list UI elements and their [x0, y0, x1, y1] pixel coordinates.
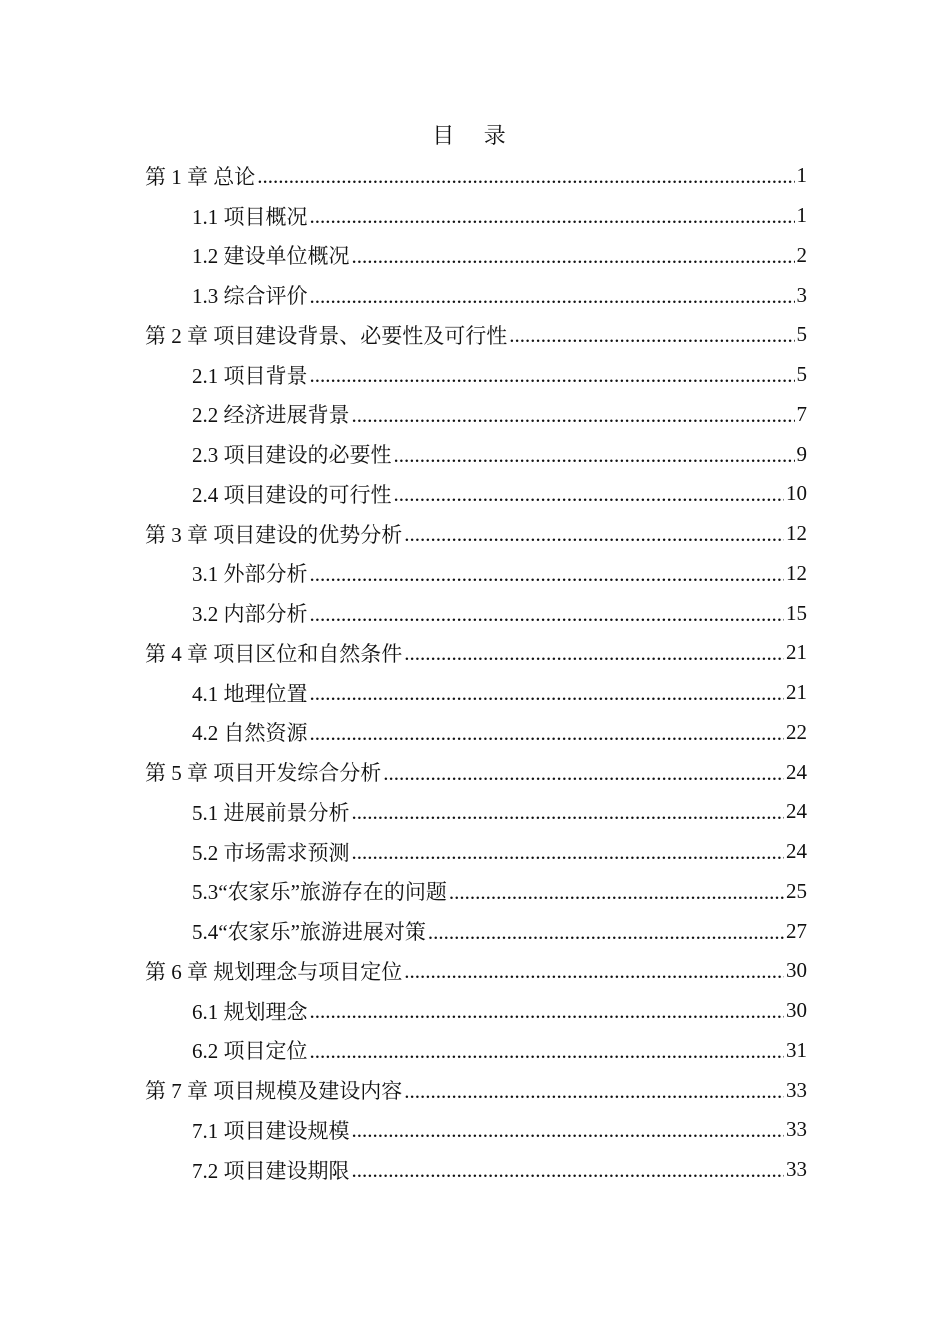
toc-entry-label: 第 2 章 项目建设背景、必要性及可行性: [145, 323, 508, 348]
toc-chapter-entry[interactable]: [145, 752, 807, 792]
toc-dot-leader: [352, 840, 785, 865]
toc-entry-label: 6.2 项目定位: [192, 1039, 308, 1064]
toc-entry-label: 1.1 项目概况: [192, 204, 308, 229]
toc-dot-leader: [310, 681, 785, 706]
toc-page-number: 5: [796, 362, 807, 387]
toc-dot-leader: [310, 363, 795, 388]
toc-page-number: 15: [786, 600, 807, 625]
toc-dot-leader: [310, 999, 785, 1024]
toc-list: [145, 156, 807, 1190]
toc-section-entry[interactable]: [145, 832, 807, 872]
toc-dot-leader: [352, 1158, 785, 1183]
toc-page-number: 24: [786, 759, 807, 784]
toc-chapter-entry[interactable]: [145, 315, 807, 355]
toc-chapter-entry[interactable]: [145, 951, 807, 991]
toc-page-number: 30: [786, 998, 807, 1023]
toc-dot-leader: [352, 800, 785, 825]
toc-entry-label: 第 7 章 项目规模及建设内容: [145, 1079, 403, 1104]
toc-title: 目 录: [432, 123, 518, 148]
toc-page-number: 21: [786, 680, 807, 705]
toc-entry-label: 7.2 项目建设期限: [192, 1158, 350, 1183]
toc-dot-leader: [394, 443, 795, 468]
toc-dot-leader: [383, 761, 784, 786]
toc-dot-leader: [352, 403, 795, 428]
toc-page-number: 24: [786, 799, 807, 824]
toc-entry-label: 第 1 章 总论: [145, 164, 256, 189]
toc-entry-label: 4.1 地理位置: [192, 681, 308, 706]
toc-entry-label: 1.3 综合评价: [192, 284, 308, 309]
toc-entry-label: 第 6 章 规划理念与项目定位: [145, 959, 403, 984]
toc-section-entry[interactable]: [145, 991, 807, 1031]
toc-entry-label: 5.1 进展前景分析: [192, 800, 350, 825]
toc-dot-leader: [428, 920, 784, 945]
toc-page-number: 21: [786, 640, 807, 665]
toc-entry-label: 5.2 市场需求预测: [192, 840, 350, 865]
toc-entry-label: 1.2 建设单位概况: [192, 244, 350, 269]
toc-entry-label: 5.3“农家乐”旅游存在的问题: [192, 880, 447, 905]
toc-page-number: 9: [796, 441, 807, 466]
toc-entry-label: 5.4“农家乐”旅游进展对策: [192, 920, 426, 945]
toc-section-entry[interactable]: [145, 196, 807, 236]
toc-section-entry[interactable]: [145, 236, 807, 276]
toc-entry-label: 7.1 项目建设规模: [192, 1118, 350, 1143]
toc-section-entry[interactable]: [145, 275, 807, 315]
toc-section-entry[interactable]: [145, 474, 807, 514]
toc-page-number: 2: [796, 242, 807, 267]
toc-chapter-entry[interactable]: [145, 156, 807, 196]
toc-entry-label: 2.2 经济进展背景: [192, 403, 350, 428]
toc-dot-leader: [404, 641, 784, 666]
toc-section-entry[interactable]: [145, 872, 807, 912]
toc-page-number: 7: [796, 401, 807, 426]
toc-dot-leader: [404, 959, 784, 984]
toc-page-number: 33: [786, 1157, 807, 1182]
toc-page-number: 3: [796, 282, 807, 307]
toc-entry-label: 2.4 项目建设的可行性: [192, 482, 392, 507]
toc-dot-leader: [394, 482, 785, 507]
toc-dot-leader: [310, 602, 785, 627]
toc-page-number: 5: [796, 322, 807, 347]
toc-entry-label: 2.1 项目背景: [192, 363, 308, 388]
toc-page-number: 27: [786, 918, 807, 943]
toc-entry-label: 第 5 章 项目开发综合分析: [145, 761, 382, 786]
toc-page-number: 10: [786, 481, 807, 506]
toc-dot-leader: [449, 880, 784, 905]
toc-entry-label: 第 4 章 项目区位和自然条件: [145, 641, 403, 666]
toc-section-entry[interactable]: [145, 713, 807, 753]
toc-dot-leader: [310, 204, 795, 229]
toc-page-number: 31: [786, 1037, 807, 1062]
toc-entry-label: 第 3 章 项目建设的优势分析: [145, 522, 403, 547]
toc-chapter-entry[interactable]: [145, 633, 807, 673]
toc-entry-label: 3.1 外部分析: [192, 562, 308, 587]
toc-section-entry[interactable]: [145, 673, 807, 713]
toc-page-number: 24: [786, 839, 807, 864]
toc-dot-leader: [310, 1039, 785, 1064]
toc-page-number: 22: [786, 719, 807, 744]
toc-section-entry[interactable]: [145, 1110, 807, 1150]
toc-section-entry[interactable]: [145, 434, 807, 474]
toc-dot-leader: [310, 721, 785, 746]
toc-dot-leader: [509, 323, 794, 348]
toc-page-number: 33: [786, 1117, 807, 1142]
toc-section-entry[interactable]: [145, 911, 807, 951]
toc-page-number: 1: [796, 203, 807, 228]
toc-dot-leader: [404, 522, 784, 547]
toc-section-entry[interactable]: [145, 593, 807, 633]
toc-page-number: 33: [786, 1077, 807, 1102]
toc-section-entry[interactable]: [145, 355, 807, 395]
toc-chapter-entry[interactable]: [145, 514, 807, 554]
toc-section-entry[interactable]: [145, 1031, 807, 1071]
toc-entry-label: 4.2 自然资源: [192, 721, 308, 746]
toc-dot-leader: [257, 164, 794, 189]
toc-page-number: 25: [786, 878, 807, 903]
toc-section-entry[interactable]: [145, 792, 807, 832]
toc-entry-label: 3.2 内部分析: [192, 602, 308, 627]
toc-section-entry[interactable]: [145, 554, 807, 594]
toc-dot-leader: [404, 1079, 784, 1104]
toc-section-entry[interactable]: [145, 395, 807, 435]
toc-chapter-entry[interactable]: [145, 1070, 807, 1110]
toc-entry-label: 6.1 规划理念: [192, 999, 308, 1024]
toc-page-number: 1: [796, 163, 807, 188]
toc-entry-label: 2.3 项目建设的必要性: [192, 443, 392, 468]
toc-section-entry[interactable]: [145, 1150, 807, 1190]
toc-page-number: 12: [786, 521, 807, 546]
toc-dot-leader: [352, 244, 795, 269]
toc-dot-leader: [352, 1118, 785, 1143]
toc-page-number: 12: [786, 560, 807, 585]
toc-dot-leader: [310, 284, 795, 309]
toc-page-number: 30: [786, 958, 807, 983]
toc-dot-leader: [310, 562, 785, 587]
